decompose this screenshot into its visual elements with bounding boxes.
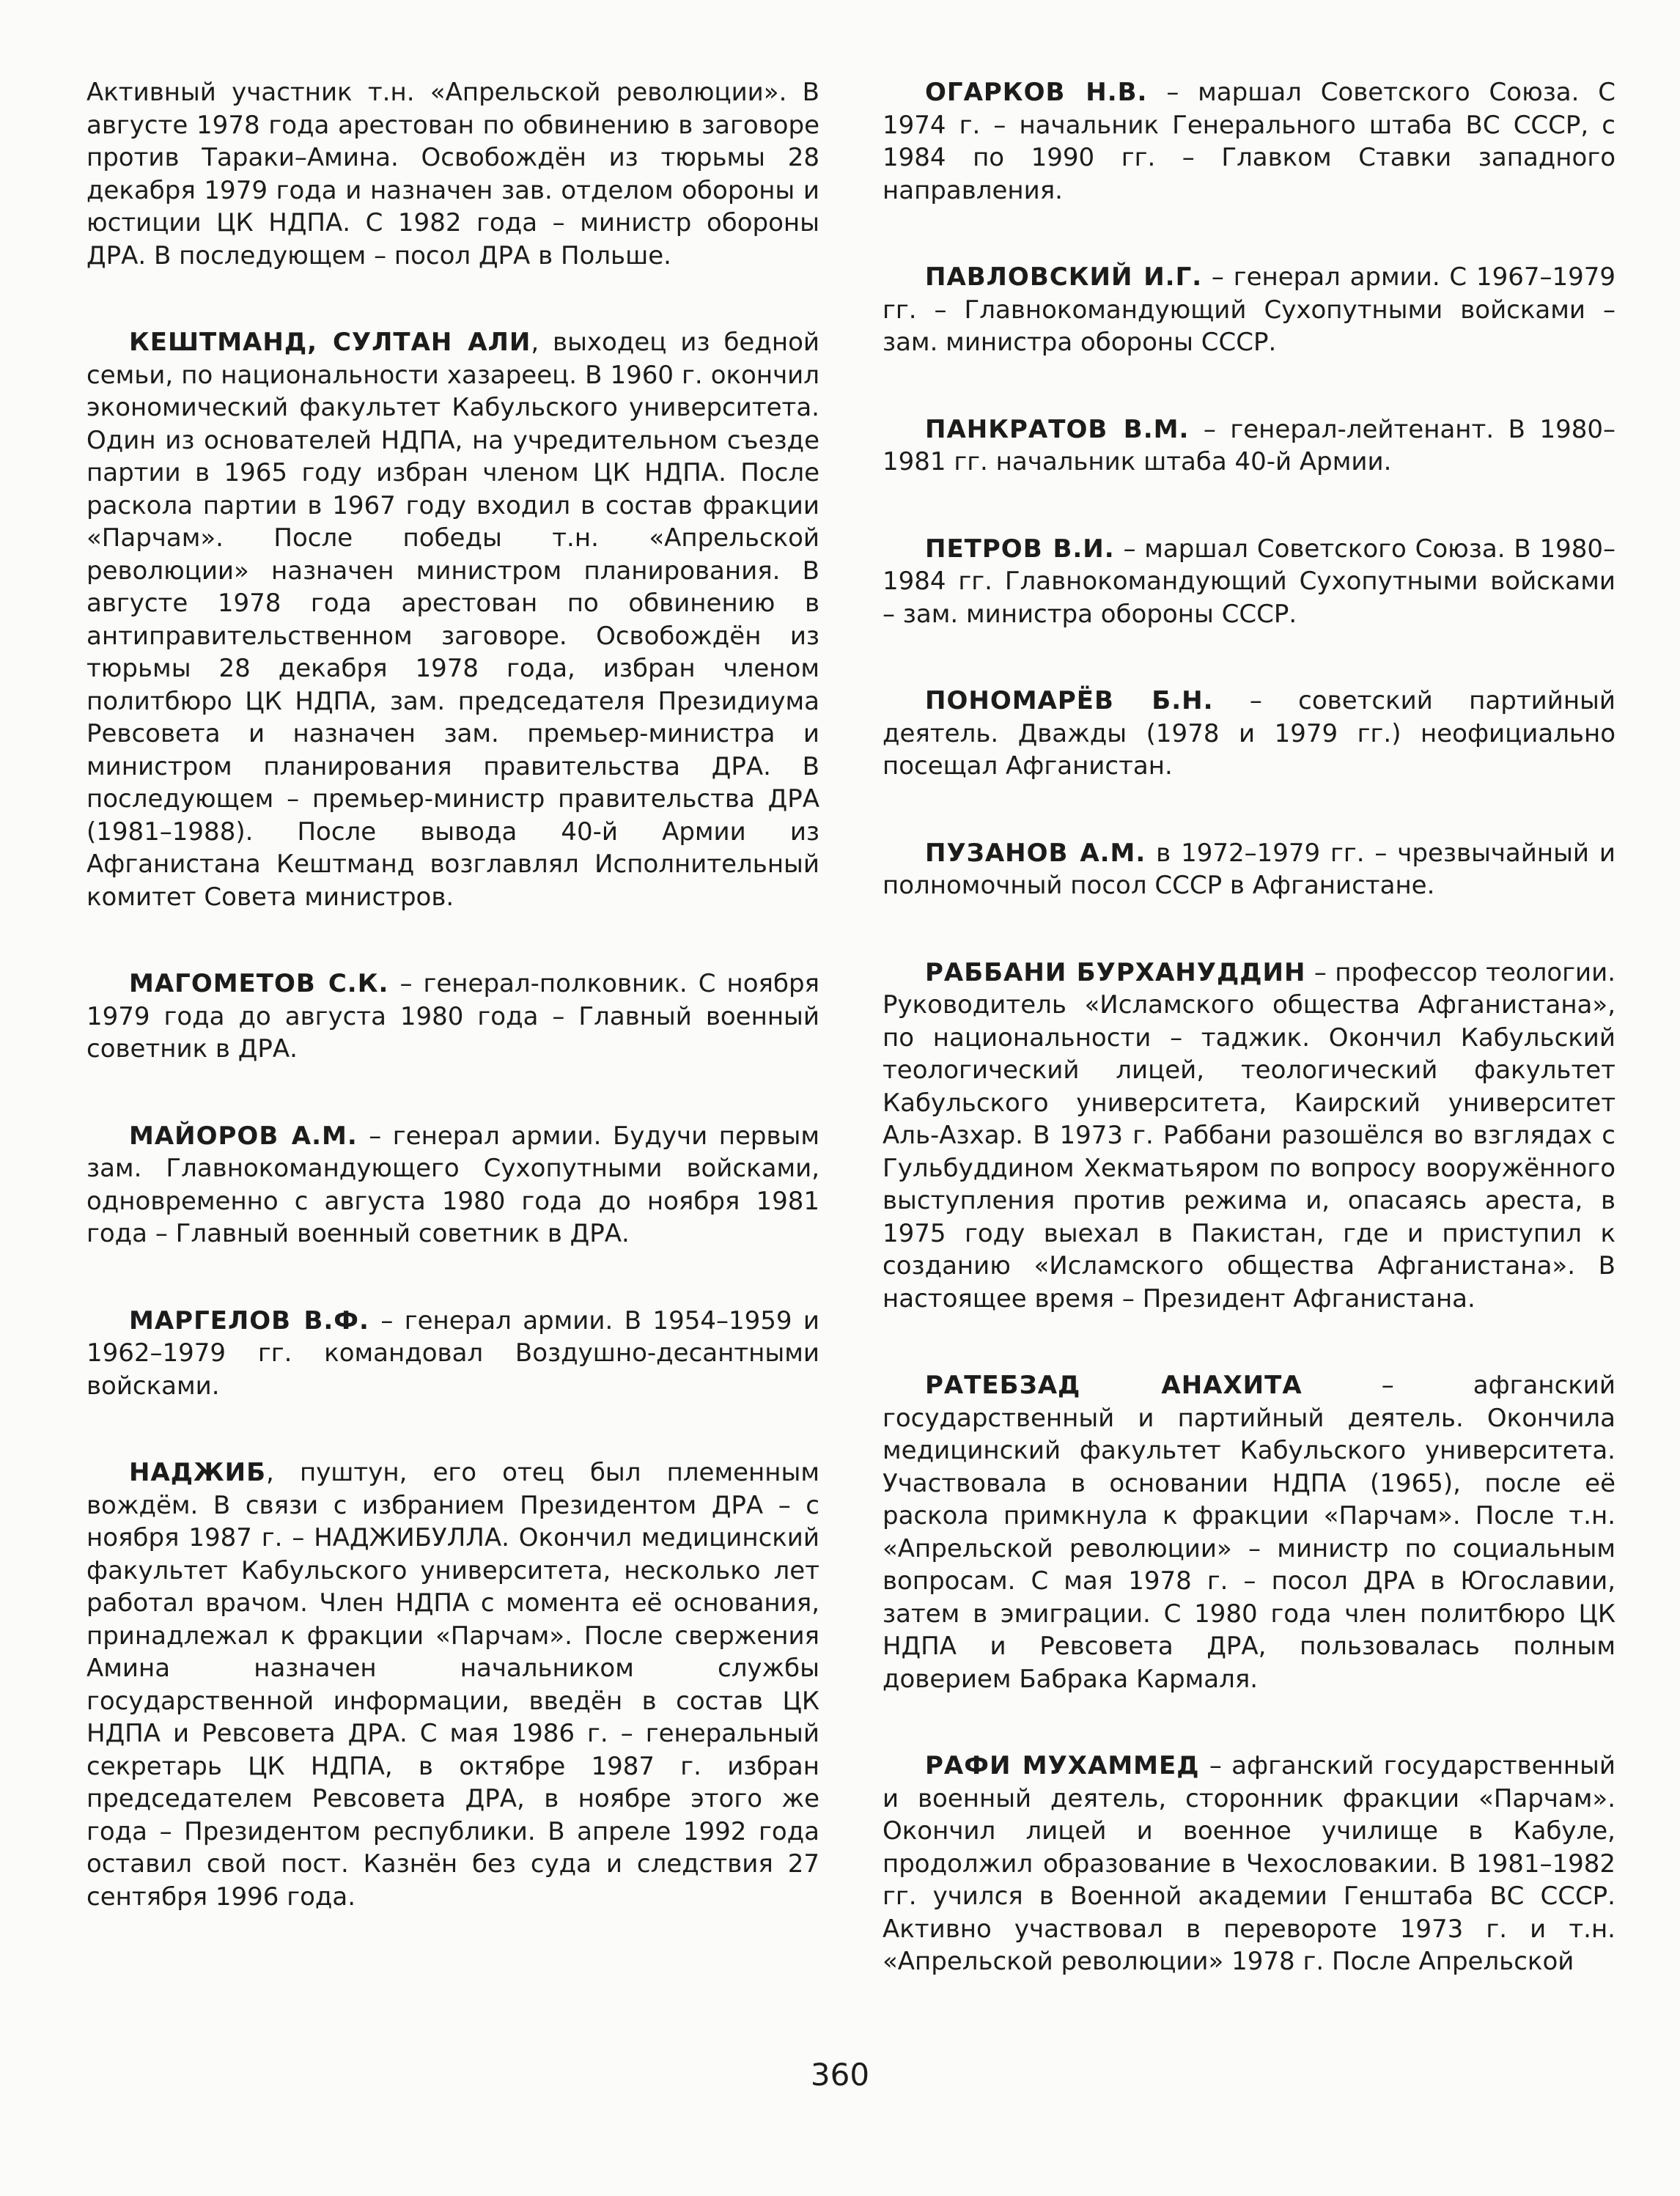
continued-entry-text: Активный участник т.н. «Апрельской революции». В августе 1978 года арестован по обвинению в заговоре против Тараки–Амина. Освобождён из тюрьмы 28 декабря 1979 года и назначен зав. отделом обороны и юстиции ЦК НДПА. С 1982 года – министр обороны ДРА. В последующем – посол ДРА в Польше.	[86, 78, 819, 270]
entry-text: , выходец из бедной семьи, по национальности хазареец. В 1960 г. окончил экономический факультет Кабульского университета. Один из основателей НДПА, на учредительном съезде партии в 1965 году избран членом ЦК НДПА. После раскола партии в 1967 году входил в состав фракции «Парчам». После победы т.н. «Апрельской революции» назначен министром планирования. В августе 1978 года арестован по обвинению в антиправительственном заговоре. Освобождён из тюрьмы 28 декабря 1978 года, избран членом политбюро ЦК НДПА, зам. председателя Президиума Ревсовета и назначен зам. премьер-министра и министром планирования правительства ДРА. В последующем – премьер-министр правительства ДРА (1981–1988). После вывода 40-й Армии из Афганистана Кештманд возглавлял Исполнительный комитет Совета министров.	[86, 328, 819, 912]
entry-name: НАДЖИБ	[129, 1458, 267, 1487]
entry-magometov	[86, 968, 819, 1066]
left-column	[86, 76, 819, 1967]
entry-ratebzad	[883, 1369, 1615, 1695]
entry-name: МАЙОРОВ А.М.	[129, 1121, 358, 1151]
entry-name: ПУЗАНОВ А.М.	[925, 838, 1146, 868]
entry-name: ПАНКРАТОВ В.М.	[925, 414, 1190, 444]
entry-text: – генерал-лейтенант. В 1980–1981 гг. начальник штаба 40-й Армии.	[883, 414, 1615, 476]
entry-name: ОГАРКОВ Н.В.	[925, 78, 1148, 107]
entry-name: РАТЕБЗАД АНАХИТА	[925, 1371, 1303, 1400]
entry-text: – афганский государственный и партийный деятель. Окончила медицинский факультет Кабульского университета. Участвовала в основании НДПА (1965), после её раскола примкнула к фракции «Парчам». После т.н. «Апрельской революции» – министр по социальным вопросам. С мая 1978 г. – посол ДРА в Югославии, затем в эмиграции. С 1980 года член политбюро ЦК НДПА и Ревсовета ДРА, пользовалась полным доверием Бабрака Кармаля.	[883, 1371, 1615, 1694]
entry-text: – маршал Советского Союза. В 1980–1984 гг. Главнокомандующий Сухопутными войсками – зам. министра обороны СССР.	[883, 534, 1615, 629]
entry-petrov	[883, 533, 1615, 631]
entry-name: МАРГЕЛОВ В.Ф.	[129, 1305, 369, 1335]
entry-name: РАФИ МУХАММЕД	[925, 1751, 1200, 1780]
entry-text: – советский партийный деятель. Дважды (1978 и 1979 гг.) неофициально посещал Афганистан.	[883, 686, 1616, 781]
entry-mayorov	[86, 1120, 819, 1250]
page-number: 360	[810, 2057, 870, 2093]
entry-name: ПОНОМАРЁВ Б.Н.	[925, 686, 1214, 715]
entry-name: КЕШТМАНД, СУЛТАН АЛИ	[129, 328, 531, 357]
entry-text: – афганский государственный и военный деятель, сторонник фракции «Парчам». Окончил лицей и военное училище в Кабуле, продолжил образование в Чехословакии. В 1981–1982 гг. учился в Военной академии Генштаба ВС СССР. Активно участвовал в перевороте 1973 г. и т.н. «Апрельской революции» 1978 г. После Апрельской	[883, 1751, 1615, 1976]
entry-pankratov	[883, 413, 1615, 479]
entry-text: – генерал армии. В 1954–1959 и 1962–1979 гг. командовал Воздушно-десантными войсками.	[86, 1305, 819, 1401]
entry-text: , пуштун, его отец был племенным вождём. В связи с избранием Президентом ДРА – с ноября 1987 г. – НАДЖИБУЛЛА. Окончил медицинский факультет Кабульского университета, несколько лет работал врачом. Член НДПА с момента её основания, принадлежал к фракции «Парчам». После свержения Амина назначен начальником службы государственной информации, введён в состав ЦК НДПА и Ревсовета ДРА. С мая 1986 г. – генеральный секретарь ЦК НДПА, в октябре 1987 г. избран председателем Ревсовета ДРА, в ноябре этого же года – Президентом республики. В апреле 1992 года оставил свой пост. Казнён без суда и следствия 27 сентября 1996 года.	[86, 1458, 819, 1912]
entry-najib	[86, 1456, 819, 1913]
entry-pavlovsky	[883, 261, 1615, 359]
entry-text: в 1972–1979 гг. – чрезвычайный и полномочный посол СССР в Афганистане.	[883, 838, 1615, 900]
entry-text: – маршал Советского Союза. С 1974 г. – начальник Генерального штаба ВС СССР, с 1984 по 1990 гг. – Главком Ставки западного направления.	[883, 78, 1615, 205]
entry-name: МАГОМЕТОВ С.К.	[129, 969, 389, 998]
entry-keshtmand	[86, 326, 819, 913]
entry-text: – профессор теологии. Руководитель «Исламского общества Афганистана», по национальности – таджик. Окончил Кабульский теологический лицей, теологический факультет Кабульского университета, Каирский университет Аль-Азхар. В 1973 г. Раббани разошёлся во взглядах с Гульбуддином Хекматьяром по вопросу вооружённого выступления против режима и, опасаясь ареста, в 1975 году выехал в Пакистан, где и приступил к созданию «Исламского общества Афганистана». В настоящее время – Президент Афганистана.	[883, 957, 1615, 1313]
entry-ogarkov	[883, 76, 1615, 207]
entry-ponomarev	[883, 685, 1615, 783]
entry-text: – генерал армии. Будучи первым зам. Главнокомандующего Сухопутными войсками, одновременно с августа 1980 года до ноября 1981 года – Главный военный советник в ДРА.	[86, 1121, 819, 1248]
entry-rafi	[883, 1750, 1615, 1978]
entry-puzanov	[883, 837, 1615, 902]
entry-margelov	[86, 1305, 819, 1403]
entry-text: – генерал-полковник. С ноября 1979 года до августа 1980 года – Главный военный советник в ДРА.	[86, 969, 819, 1064]
entry-name: ПЕТРОВ В.И.	[925, 534, 1115, 564]
entry-rabbani	[883, 957, 1615, 1316]
right-column	[883, 76, 1615, 2033]
entry-name: РАББАНИ БУРХАНУДДИН	[925, 957, 1306, 987]
entry-text: – генерал армии. С 1967–1979 гг. – Главнокомандующий Сухопутными войсками – зам. министра обороны СССР.	[883, 262, 1615, 357]
entry-name: ПАВЛОВСКИЙ И.Г.	[925, 262, 1203, 292]
